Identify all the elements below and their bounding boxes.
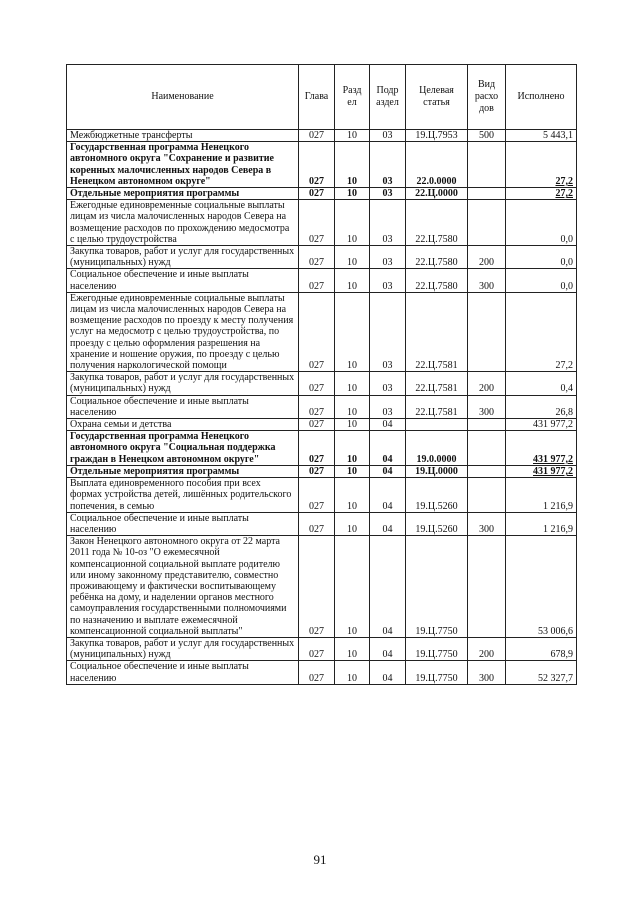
page-number: 91 bbox=[313, 852, 327, 867]
cell-section: 10 bbox=[335, 269, 370, 292]
cell-subsection: 03 bbox=[370, 188, 406, 200]
cell-section: 10 bbox=[335, 372, 370, 395]
cell-target: 19.Ц.7750 bbox=[406, 536, 468, 638]
cell-executed: 0,0 bbox=[506, 269, 577, 292]
cell-executed: 0,0 bbox=[506, 200, 577, 246]
cell-chapter: 027 bbox=[299, 142, 335, 188]
cell-section: 10 bbox=[335, 246, 370, 269]
cell-target: 22.Ц.0000 bbox=[406, 188, 468, 200]
cell-name: Закупка товаров, работ и услуг для государственных (муниципальных) нужд bbox=[67, 246, 299, 269]
cell-chapter: 027 bbox=[299, 188, 335, 200]
cell-executed: 27,2 bbox=[506, 142, 577, 188]
cell-name: Закупка товаров, работ и услуг для государственных (муниципальных) нужд bbox=[67, 637, 299, 660]
cell-chapter: 027 bbox=[299, 419, 335, 431]
cell-section: 10 bbox=[335, 637, 370, 660]
cell-expense-type bbox=[468, 431, 506, 466]
table-row bbox=[67, 465, 577, 477]
cell-executed: 678,9 bbox=[506, 637, 577, 660]
table-row bbox=[67, 188, 577, 200]
cell-chapter: 027 bbox=[299, 637, 335, 660]
table-row bbox=[67, 661, 577, 684]
cell-name: Охрана семьи и детства bbox=[67, 419, 299, 431]
cell-section: 10 bbox=[335, 661, 370, 684]
cell-name: Ежегодные единовременные социальные выплаты лицам из числа малочисленных народов Севера на возмещение расходов по проезду к месту получения услуг на медосмотр с целью трудоустройства, по проезду с целью оформления разрешения на хранение и ношение оружия, по проезду с целью получения наркологической помощи bbox=[67, 292, 299, 371]
cell-expense-type: 500 bbox=[468, 130, 506, 142]
cell-subsection: 04 bbox=[370, 661, 406, 684]
cell-subsection: 03 bbox=[370, 292, 406, 371]
cell-expense-type: 300 bbox=[468, 395, 506, 418]
cell-name: Государственная программа Ненецкого автономного округа "Сохранение и развитие коренных малочисленных народов Севера в Ненецком автономном округе" bbox=[67, 142, 299, 188]
cell-name: Социальное обеспечение и иные выплаты населению bbox=[67, 661, 299, 684]
cell-expense-type bbox=[468, 465, 506, 477]
table-row bbox=[67, 372, 577, 395]
cell-chapter: 027 bbox=[299, 395, 335, 418]
cell-section: 10 bbox=[335, 465, 370, 477]
cell-target: 19.Ц.7750 bbox=[406, 637, 468, 660]
cell-section: 10 bbox=[335, 536, 370, 638]
table-row bbox=[67, 536, 577, 638]
cell-name: Закон Ненецкого автономного округа от 22 марта 2011 года № 10-оз "О ежемесячной компенсационной социальной выплате родителю или иному законному представителю, совместно проживающему и фактически воспитывающему ребёнка на дому, и наделении органов местного самоуправления государственными полномочиями по назначению и выплате ежемесячной компенсационной социальной выплаты" bbox=[67, 536, 299, 638]
table-row bbox=[67, 246, 577, 269]
cell-name: Социальное обеспечение и иные выплаты населению bbox=[67, 395, 299, 418]
cell-expense-type: 200 bbox=[468, 246, 506, 269]
cell-target: 22.0.0000 bbox=[406, 142, 468, 188]
cell-subsection: 03 bbox=[370, 372, 406, 395]
cell-expense-type: 200 bbox=[468, 372, 506, 395]
cell-section: 10 bbox=[335, 478, 370, 513]
header-name: Наименование bbox=[67, 65, 299, 130]
cell-name: Ежегодные единовременные социальные выплаты лицам из числа малочисленных народов Севера на возмещение расходов по прохождению медосмотра с целью трудоустройства bbox=[67, 200, 299, 246]
cell-executed: 1 216,9 bbox=[506, 478, 577, 513]
cell-section: 10 bbox=[335, 130, 370, 142]
header-chapter: Глава bbox=[299, 65, 335, 130]
cell-name: Выплата единовременного пособия при всех формах устройства детей, лишённых родительского попечения, в семью bbox=[67, 478, 299, 513]
cell-subsection: 04 bbox=[370, 431, 406, 466]
cell-subsection: 04 bbox=[370, 478, 406, 513]
cell-target: 22.Ц.7580 bbox=[406, 246, 468, 269]
cell-name: Межбюджетные трансферты bbox=[67, 130, 299, 142]
table-body bbox=[67, 130, 577, 685]
cell-executed: 0,4 bbox=[506, 372, 577, 395]
cell-chapter: 027 bbox=[299, 512, 335, 535]
cell-subsection: 04 bbox=[370, 419, 406, 431]
cell-name: Отдельные мероприятия программы bbox=[67, 465, 299, 477]
header-target: Целевая статья bbox=[406, 65, 468, 130]
cell-expense-type bbox=[468, 478, 506, 513]
table-row bbox=[67, 478, 577, 513]
cell-executed: 431 977,2 bbox=[506, 419, 577, 431]
cell-name: Социальное обеспечение и иные выплаты населению bbox=[67, 269, 299, 292]
table-row bbox=[67, 419, 577, 431]
cell-expense-type: 300 bbox=[468, 512, 506, 535]
cell-section: 10 bbox=[335, 512, 370, 535]
cell-expense-type: 300 bbox=[468, 661, 506, 684]
cell-target: 19.Ц.5260 bbox=[406, 512, 468, 535]
header-row bbox=[67, 65, 577, 130]
cell-chapter: 027 bbox=[299, 465, 335, 477]
cell-subsection: 04 bbox=[370, 637, 406, 660]
cell-chapter: 027 bbox=[299, 269, 335, 292]
cell-subsection: 03 bbox=[370, 130, 406, 142]
cell-expense-type bbox=[468, 200, 506, 246]
cell-section: 10 bbox=[335, 142, 370, 188]
header-section: Разд ел bbox=[335, 65, 370, 130]
cell-target: 19.0.0000 bbox=[406, 431, 468, 466]
budget-table bbox=[66, 64, 577, 685]
header-subsection: Подр аздел bbox=[370, 65, 406, 130]
table-row bbox=[67, 431, 577, 466]
table-row bbox=[67, 269, 577, 292]
cell-section: 10 bbox=[335, 419, 370, 431]
cell-executed: 27,2 bbox=[506, 292, 577, 371]
cell-executed: 53 006,6 bbox=[506, 536, 577, 638]
cell-expense-type bbox=[468, 536, 506, 638]
cell-target: 22.Ц.7580 bbox=[406, 269, 468, 292]
cell-chapter: 027 bbox=[299, 536, 335, 638]
cell-expense-type bbox=[468, 292, 506, 371]
cell-executed: 431 977,2 bbox=[506, 465, 577, 477]
cell-expense-type: 300 bbox=[468, 269, 506, 292]
cell-target: 22.Ц.7581 bbox=[406, 292, 468, 371]
cell-chapter: 027 bbox=[299, 431, 335, 466]
cell-section: 10 bbox=[335, 431, 370, 466]
cell-executed: 1 216,9 bbox=[506, 512, 577, 535]
cell-expense-type bbox=[468, 188, 506, 200]
cell-subsection: 03 bbox=[370, 395, 406, 418]
cell-name: Закупка товаров, работ и услуг для государственных (муниципальных) нужд bbox=[67, 372, 299, 395]
table-row bbox=[67, 130, 577, 142]
cell-expense-type: 200 bbox=[468, 637, 506, 660]
cell-subsection: 03 bbox=[370, 142, 406, 188]
cell-name: Социальное обеспечение и иные выплаты населению bbox=[67, 512, 299, 535]
cell-executed: 27,2 bbox=[506, 188, 577, 200]
cell-chapter: 027 bbox=[299, 372, 335, 395]
cell-chapter: 027 bbox=[299, 292, 335, 371]
cell-target: 22.Ц.7580 bbox=[406, 200, 468, 246]
cell-expense-type bbox=[468, 142, 506, 188]
header-executed: Исполнено bbox=[506, 65, 577, 130]
cell-name: Отдельные мероприятия программы bbox=[67, 188, 299, 200]
cell-target: 22.Ц.7581 bbox=[406, 372, 468, 395]
cell-chapter: 027 bbox=[299, 478, 335, 513]
cell-target bbox=[406, 419, 468, 431]
cell-subsection: 03 bbox=[370, 200, 406, 246]
cell-executed: 52 327,7 bbox=[506, 661, 577, 684]
cell-chapter: 027 bbox=[299, 200, 335, 246]
cell-target: 19.Ц.7750 bbox=[406, 661, 468, 684]
table-row bbox=[67, 512, 577, 535]
cell-executed: 5 443,1 bbox=[506, 130, 577, 142]
cell-subsection: 03 bbox=[370, 246, 406, 269]
cell-section: 10 bbox=[335, 200, 370, 246]
table-header bbox=[67, 65, 577, 130]
cell-section: 10 bbox=[335, 292, 370, 371]
table-row bbox=[67, 395, 577, 418]
cell-subsection: 04 bbox=[370, 512, 406, 535]
cell-section: 10 bbox=[335, 188, 370, 200]
cell-chapter: 027 bbox=[299, 661, 335, 684]
table-row bbox=[67, 200, 577, 246]
header-expense-type: Вид расхо дов bbox=[468, 65, 506, 130]
cell-chapter: 027 bbox=[299, 246, 335, 269]
cell-expense-type bbox=[468, 419, 506, 431]
cell-target: 22.Ц.7581 bbox=[406, 395, 468, 418]
cell-subsection: 03 bbox=[370, 269, 406, 292]
cell-subsection: 04 bbox=[370, 536, 406, 638]
cell-target: 19.Ц.5260 bbox=[406, 478, 468, 513]
cell-executed: 0,0 bbox=[506, 246, 577, 269]
cell-executed: 431 977,2 bbox=[506, 431, 577, 466]
table-row bbox=[67, 637, 577, 660]
cell-subsection: 04 bbox=[370, 465, 406, 477]
table-row bbox=[67, 142, 577, 188]
cell-executed: 26,8 bbox=[506, 395, 577, 418]
cell-target: 19.Ц.7953 bbox=[406, 130, 468, 142]
cell-chapter: 027 bbox=[299, 130, 335, 142]
table-row bbox=[67, 292, 577, 371]
cell-name: Государственная программа Ненецкого автономного округа "Социальная поддержка граждан в Ненецком автономном округе" bbox=[67, 431, 299, 466]
cell-section: 10 bbox=[335, 395, 370, 418]
cell-target: 19.Ц.0000 bbox=[406, 465, 468, 477]
